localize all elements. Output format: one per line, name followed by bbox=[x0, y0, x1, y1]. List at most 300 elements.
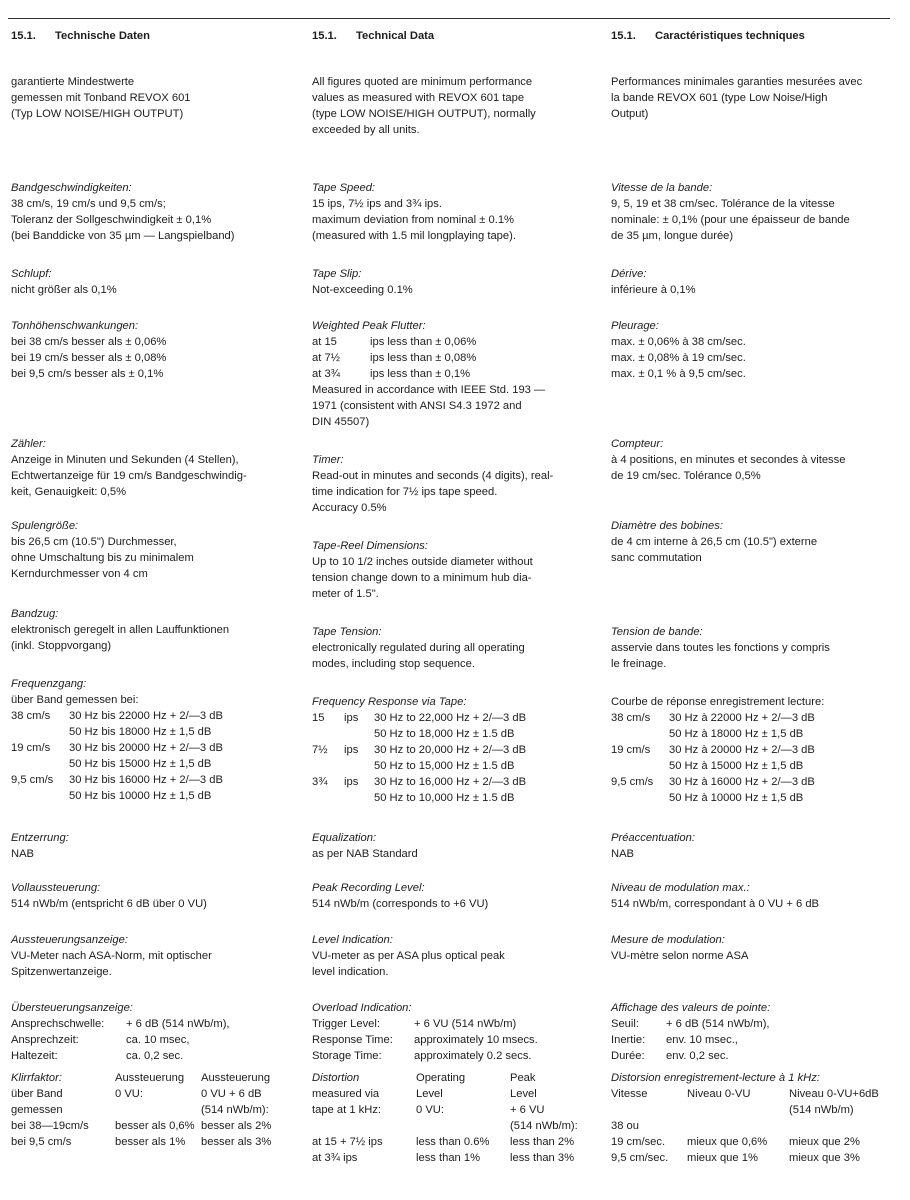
spec-line: bei 9,5 cm/s besser als ± 0,1% bbox=[11, 368, 164, 380]
table-row bbox=[11, 1048, 230, 1064]
table-row bbox=[611, 774, 815, 790]
spec-title: Aussteuerungsanzeige: bbox=[11, 934, 128, 946]
table-cell: 0 VU: bbox=[416, 1104, 444, 1116]
spec-title: Compteur: bbox=[611, 438, 664, 450]
spec-title: Bandzug: bbox=[11, 608, 59, 620]
table-cell bbox=[416, 1118, 510, 1134]
spec-line: Anzeige in Minuten und Sekunden (4 Stellen), bbox=[11, 454, 239, 466]
speed-cell bbox=[611, 758, 669, 774]
counter-spec bbox=[611, 436, 903, 484]
spec-line: elektronisch geregelt in allen Lauffunktionen bbox=[11, 624, 230, 636]
spec-line: maximum deviation from nominal ± 0.1% bbox=[312, 214, 514, 226]
spec-line: de 4 cm interne à 26,5 cm (10.5") externe bbox=[611, 536, 818, 548]
eq-spec bbox=[312, 830, 604, 862]
speed-cell bbox=[611, 726, 669, 742]
table-cell: Level bbox=[416, 1088, 443, 1100]
spec-line: 514 nWb/m (corresponds to +6 VU) bbox=[312, 898, 489, 910]
range-cell: 30 Hz bis 22000 Hz + 2/—3 dB bbox=[69, 710, 223, 722]
table-row bbox=[611, 1016, 770, 1032]
spec-title: Entzerrung: bbox=[11, 832, 69, 844]
table-row bbox=[312, 1150, 578, 1166]
table-cell: Inertie: bbox=[611, 1034, 646, 1046]
table-cell: Aussteuerung bbox=[201, 1072, 271, 1084]
table-row bbox=[312, 1102, 578, 1118]
speed-cell bbox=[312, 726, 344, 742]
spec-title: Zähler: bbox=[11, 438, 46, 450]
spec-line: 15 ips, 7½ ips and 3¾ ips. bbox=[312, 198, 442, 210]
spec-line: Read-out in minutes and seconds (4 digits), real- bbox=[312, 470, 554, 482]
table-row bbox=[312, 1086, 578, 1102]
table-cell bbox=[115, 1102, 201, 1118]
table-row bbox=[11, 772, 223, 788]
table-row bbox=[312, 790, 526, 806]
table-cell: (514 nWb/m) bbox=[789, 1104, 854, 1116]
table-cell bbox=[687, 1102, 789, 1118]
table-cell: at 3¾ ips bbox=[312, 1152, 358, 1164]
table-cell: besser als 2% bbox=[201, 1120, 272, 1132]
table-cell: + 6 dB (514 nWb/m), bbox=[126, 1018, 230, 1030]
table-row bbox=[312, 1134, 578, 1150]
table-cell bbox=[312, 1118, 416, 1134]
table-cell: at 15 + 7½ ips bbox=[312, 1136, 383, 1148]
table-cell: ips less than ± 0,08% bbox=[370, 352, 477, 364]
table-row bbox=[11, 1086, 271, 1102]
unit-cell: ips bbox=[344, 712, 359, 724]
table-row bbox=[312, 334, 476, 350]
flutter-table bbox=[312, 334, 476, 382]
spec-line: nominale: ± 0,1% (pour une épaisseur de bande bbox=[611, 214, 850, 226]
table-cell: Aussteuerung bbox=[115, 1072, 185, 1084]
table-cell: Niveau 0-VU+6dB bbox=[789, 1088, 879, 1100]
range-cell: 50 Hz bis 15000 Hz ± 1,5 dB bbox=[69, 758, 212, 770]
spec-title: Tape Tension: bbox=[312, 626, 382, 638]
table-cell: ca. 10 msec, bbox=[126, 1034, 190, 1046]
spec-line: electronically regulated during all operating bbox=[312, 642, 525, 654]
flutter-spec bbox=[312, 318, 604, 430]
tension-spec bbox=[312, 624, 604, 672]
table-cell bbox=[789, 1118, 879, 1134]
header-rule bbox=[8, 18, 890, 19]
table-row bbox=[611, 1150, 879, 1166]
speed-cell: 19 cm/s bbox=[11, 742, 51, 754]
range-cell: 30 Hz to 22,000 Hz + 2/—3 dB bbox=[374, 712, 527, 724]
section-title: Caractéristiques techniques bbox=[655, 30, 805, 42]
frequency-table bbox=[312, 710, 526, 806]
spec-line: ohne Umschaltung bis zu minimalem bbox=[11, 552, 194, 564]
table-cell: less than 1% bbox=[416, 1152, 481, 1164]
spec-line: max. ± 0,08% à 19 cm/sec. bbox=[611, 352, 746, 364]
frequency-response-spec bbox=[611, 694, 903, 806]
frequency-table bbox=[11, 708, 223, 804]
range-cell: 30 Hz à 16000 Hz + 2/—3 dB bbox=[669, 776, 815, 788]
slip-spec bbox=[611, 266, 903, 298]
spec-title: Vollaussteuerung: bbox=[11, 882, 101, 894]
range-cell: 50 Hz bis 18000 Hz ± 1,5 dB bbox=[69, 726, 212, 738]
speed-cell bbox=[11, 724, 69, 740]
table-row bbox=[312, 366, 476, 382]
table-row bbox=[312, 1118, 578, 1134]
table-cell: über Band bbox=[11, 1088, 63, 1100]
tension-spec bbox=[11, 606, 301, 654]
table-cell: 0 VU + 6 dB bbox=[201, 1088, 262, 1100]
table-cell: ips less than ± 0,06% bbox=[370, 336, 477, 348]
spec-line: Toleranz der Sollgeschwindigkeit ± 0,1% bbox=[11, 214, 212, 226]
level-ind-spec bbox=[312, 932, 604, 980]
spec-title: Affichage des valeurs de pointe: bbox=[611, 1002, 771, 1014]
table-cell: mieux que 3% bbox=[789, 1152, 860, 1164]
tape-speed-spec bbox=[312, 180, 604, 244]
table-cell: besser als 1% bbox=[115, 1136, 186, 1148]
table-row bbox=[11, 1102, 271, 1118]
spec-line: max. ± 0,06% à 38 cm/sec. bbox=[611, 336, 746, 348]
table-cell: Vitesse bbox=[611, 1088, 648, 1100]
table-cell: Ansprechschwelle: bbox=[11, 1018, 105, 1030]
table-cell: besser als 0,6% bbox=[115, 1120, 195, 1132]
section-heading bbox=[11, 28, 301, 44]
table-cell: at 7½ bbox=[312, 352, 340, 364]
intro-text bbox=[312, 74, 604, 138]
spec-line: (measured with 1.5 mil longplaying tape). bbox=[312, 230, 516, 242]
flutter-spec bbox=[11, 318, 301, 382]
table-cell: env. 10 msec., bbox=[666, 1034, 738, 1046]
table-cell: Durée: bbox=[611, 1050, 645, 1062]
table-row bbox=[312, 1070, 578, 1086]
table-row bbox=[11, 1070, 271, 1086]
table-row bbox=[11, 708, 223, 724]
counter-spec bbox=[312, 452, 604, 516]
table-row bbox=[11, 740, 223, 756]
table-cell: + 6 dB (514 nWb/m), bbox=[666, 1018, 770, 1030]
range-cell: 50 Hz à 10000 Hz ± 1,5 dB bbox=[669, 792, 804, 804]
unit-cell: ips bbox=[344, 744, 359, 756]
intro-line: values as measured with REVOX 601 tape bbox=[312, 92, 525, 104]
intro-line: exceeded by all units. bbox=[312, 124, 420, 136]
table-cell: Storage Time: bbox=[312, 1050, 382, 1062]
table-row bbox=[11, 1016, 230, 1032]
table-row bbox=[11, 1032, 230, 1048]
spec-line: bis 26,5 cm (10.5") Durchmesser, bbox=[11, 536, 177, 548]
spec-title: Overload Indication: bbox=[312, 1002, 412, 1014]
table-cell: Klirrfaktor: bbox=[11, 1072, 62, 1084]
table-cell: approximately 10 msecs. bbox=[414, 1034, 538, 1046]
range-cell: 50 Hz to 15,000 Hz ± 1.5 dB bbox=[374, 760, 515, 772]
table-cell: + 6 VU (514 nWb/m) bbox=[414, 1018, 517, 1030]
spec-title: Préaccentuation: bbox=[611, 832, 695, 844]
spec-title: Tonhöhenschwankungen: bbox=[11, 320, 139, 332]
table-cell: bei 9,5 cm/s bbox=[11, 1136, 72, 1148]
spec-line: de 19 cm/sec. Tolérance 0,5% bbox=[611, 470, 761, 482]
speed-cell: 15 bbox=[312, 712, 325, 724]
spec-title: Frequency Response via Tape: bbox=[312, 696, 467, 708]
distortion-spec bbox=[312, 1070, 604, 1166]
spec-line: DIN 45507) bbox=[312, 416, 370, 428]
intro-text bbox=[611, 74, 903, 122]
range-cell: 30 Hz to 20,000 Hz + 2/—3 dB bbox=[374, 744, 527, 756]
unit-cell: ips bbox=[344, 776, 359, 788]
table-row bbox=[312, 710, 526, 726]
table-cell: Distortion bbox=[312, 1072, 360, 1084]
table-cell: mieux que 1% bbox=[687, 1152, 758, 1164]
spec-title: Spulengröße: bbox=[11, 520, 79, 532]
speed-cell: 38 cm/s bbox=[11, 710, 51, 722]
section-title: Technische Daten bbox=[55, 30, 150, 42]
peak-level-spec bbox=[611, 880, 903, 912]
spec-line: 1971 (consistent with ANSI S4.3 1972 and bbox=[312, 400, 522, 412]
spec-title: Tape-Reel Dimensions: bbox=[312, 540, 428, 552]
spec-title: Tension de bande: bbox=[611, 626, 703, 638]
section-number: 15.1. bbox=[312, 30, 337, 42]
speed-cell bbox=[312, 758, 344, 774]
spec-line: VU-mètre selon norme ASA bbox=[611, 950, 749, 962]
table-cell: measured via bbox=[312, 1088, 380, 1100]
spec-line: nicht größer als 0,1% bbox=[11, 284, 117, 296]
intro-text bbox=[11, 74, 301, 122]
spec-line: meter of 1.5". bbox=[312, 588, 379, 600]
spec-title: Distorsion enregistrement-lecture à 1 kHz: bbox=[611, 1072, 820, 1084]
overload-table bbox=[312, 1016, 538, 1064]
speed-cell bbox=[611, 790, 669, 806]
frequency-response-spec bbox=[312, 694, 604, 806]
table-cell: (514 nWb/m): bbox=[201, 1104, 269, 1116]
table-row bbox=[11, 724, 223, 740]
spec-title: Schlupf: bbox=[11, 268, 52, 280]
spec-title: Equalization: bbox=[312, 832, 377, 844]
spec-line: de 35 µm, longue durée) bbox=[611, 230, 734, 242]
intro-line: All figures quoted are minimum performance bbox=[312, 76, 533, 88]
distortion-table bbox=[312, 1070, 578, 1166]
spec-subtitle: Courbe de réponse enregistrement lecture: bbox=[611, 696, 825, 708]
spec-title: Pleurage: bbox=[611, 320, 659, 332]
spec-title: Tape Slip: bbox=[312, 268, 362, 280]
spec-line: tension change down to a minimum hub dia- bbox=[312, 572, 532, 584]
table-cell: less than 3% bbox=[510, 1152, 575, 1164]
table-cell: ips less than ± 0,1% bbox=[370, 368, 471, 380]
table-row bbox=[611, 1032, 770, 1048]
range-cell: 50 Hz à 15000 Hz ± 1,5 dB bbox=[669, 760, 804, 772]
spec-line: (bei Banddicke von 35 µm — Langspielband) bbox=[11, 230, 235, 242]
intro-line: Performances minimales garanties mesurées avec bbox=[611, 76, 863, 88]
spec-line: à 4 positions, en minutes et secondes à vitesse bbox=[611, 454, 846, 466]
table-row bbox=[312, 1032, 538, 1048]
eq-spec bbox=[611, 830, 903, 862]
table-row bbox=[611, 1048, 770, 1064]
table-row bbox=[11, 1134, 271, 1150]
table-cell: mieux que 2% bbox=[789, 1136, 860, 1148]
table-row bbox=[312, 742, 526, 758]
speed-cell: 19 cm/s bbox=[611, 744, 651, 756]
table-cell: 38 ou bbox=[611, 1120, 639, 1132]
spec-title: Niveau de modulation max.: bbox=[611, 882, 750, 894]
distortion-spec bbox=[11, 1070, 301, 1150]
speed-cell bbox=[11, 788, 69, 804]
table-cell: 9,5 cm/sec. bbox=[611, 1152, 669, 1164]
spec-title: Bandgeschwindigkeiten: bbox=[11, 182, 132, 194]
spec-line: inférieure à 0,1% bbox=[611, 284, 696, 296]
spec-line: Kerndurchmesser von 4 cm bbox=[11, 568, 148, 580]
table-row bbox=[312, 1016, 538, 1032]
range-cell: 30 Hz bis 16000 Hz + 2/—3 dB bbox=[69, 774, 223, 786]
table-cell: Response Time: bbox=[312, 1034, 393, 1046]
range-cell: 30 Hz to 16,000 Hz + 2/—3 dB bbox=[374, 776, 527, 788]
table-cell: Operating bbox=[416, 1072, 466, 1084]
table-cell: (514 nWb/m): bbox=[510, 1120, 578, 1132]
table-row bbox=[611, 1134, 879, 1150]
spec-line: bei 38 cm/s besser als ± 0,06% bbox=[11, 336, 167, 348]
table-cell: Trigger Level: bbox=[312, 1018, 380, 1030]
overload-spec bbox=[611, 1000, 903, 1064]
section-number: 15.1. bbox=[11, 30, 36, 42]
spec-title: Tape Speed: bbox=[312, 182, 376, 194]
spec-line: sanc commutation bbox=[611, 552, 702, 564]
spec-line: Up to 10 1/2 inches outside diameter without bbox=[312, 556, 533, 568]
table-cell: 0 VU: bbox=[115, 1088, 143, 1100]
range-cell: 30 Hz à 22000 Hz + 2/—3 dB bbox=[669, 712, 815, 724]
table-row bbox=[11, 788, 223, 804]
spec-line: NAB bbox=[11, 848, 35, 860]
spec-title: Vitesse de la bande: bbox=[611, 182, 713, 194]
distortion-spec bbox=[611, 1070, 903, 1166]
reel-spec bbox=[611, 518, 903, 566]
table-cell: Seuil: bbox=[611, 1018, 639, 1030]
flutter-spec bbox=[611, 318, 903, 382]
spec-line: (inkl. Stoppvorgang) bbox=[11, 640, 112, 652]
table-cell: Level bbox=[510, 1088, 537, 1100]
intro-line: la bande REVOX 601 (type Low Noise/High bbox=[611, 92, 828, 104]
speed-cell: 38 cm/s bbox=[611, 712, 651, 724]
slip-spec bbox=[11, 266, 301, 298]
unit-cell bbox=[344, 790, 374, 806]
level-ind-spec bbox=[11, 932, 301, 980]
peak-level-spec bbox=[312, 880, 604, 912]
frequency-response-spec bbox=[11, 676, 301, 804]
intro-line: Output) bbox=[611, 108, 649, 120]
spec-line: max. ± 0,1 % à 9,5 cm/sec. bbox=[611, 368, 746, 380]
overload-table bbox=[611, 1016, 770, 1064]
overload-spec bbox=[11, 1000, 301, 1064]
spec-line: as per NAB Standard bbox=[312, 848, 418, 860]
table-row bbox=[611, 726, 815, 742]
spec-line: Echtwertanzeige für 19 cm/s Bandgeschwindig- bbox=[11, 470, 247, 482]
range-cell: 50 Hz to 18,000 Hz ± 1.5 dB bbox=[374, 728, 515, 740]
spec-line: VU-Meter nach ASA-Norm, mit optischer bbox=[11, 950, 212, 962]
spec-title: Frequenzgang: bbox=[11, 678, 87, 690]
table-cell: Peak bbox=[510, 1072, 536, 1084]
spec-line: level indication. bbox=[312, 966, 389, 978]
spec-title: Peak Recording Level: bbox=[312, 882, 425, 894]
spec-line: NAB bbox=[611, 848, 635, 860]
spec-line: Measured in accordance with IEEE Std. 193 — bbox=[312, 384, 546, 396]
reel-spec bbox=[312, 538, 604, 602]
reel-spec bbox=[11, 518, 301, 582]
spec-subtitle: über Band gemessen bei: bbox=[11, 694, 139, 706]
spec-line: 9, 5, 19 et 38 cm/sec. Tolérance de la vitesse bbox=[611, 198, 835, 210]
table-cell: gemessen bbox=[11, 1104, 63, 1116]
table-cell: tape at 1 kHz: bbox=[312, 1104, 382, 1116]
table-row bbox=[312, 350, 476, 366]
spec-title: Übersteuerungsanzeige: bbox=[11, 1002, 133, 1014]
spec-line: bei 19 cm/s besser als ± 0,08% bbox=[11, 352, 167, 364]
table-row bbox=[611, 1086, 879, 1102]
intro-line: (Typ LOW NOISE/HIGH OUTPUT) bbox=[11, 108, 184, 120]
table-cell bbox=[611, 1102, 687, 1118]
table-cell: Haltezeit: bbox=[11, 1050, 58, 1062]
range-cell: 30 Hz bis 20000 Hz + 2/—3 dB bbox=[69, 742, 223, 754]
speed-cell bbox=[11, 756, 69, 772]
table-cell bbox=[687, 1118, 789, 1134]
table-cell: bei 38—19cm/s bbox=[11, 1120, 89, 1132]
table-cell: env. 0,2 sec. bbox=[666, 1050, 729, 1062]
overload-spec bbox=[312, 1000, 604, 1064]
spec-line: modes, including stop sequence. bbox=[312, 658, 475, 670]
speed-cell: 7½ bbox=[312, 744, 328, 756]
spec-title: Timer: bbox=[312, 454, 344, 466]
counter-spec bbox=[11, 436, 301, 500]
range-cell: 50 Hz bis 10000 Hz ± 1,5 dB bbox=[69, 790, 212, 802]
spec-line: Accuracy 0.5% bbox=[312, 502, 387, 514]
spec-line: 38 cm/s, 19 cm/s und 9,5 cm/s; bbox=[11, 198, 166, 210]
table-row bbox=[11, 756, 223, 772]
table-row bbox=[611, 1118, 879, 1134]
frequency-table bbox=[611, 710, 815, 806]
speed-cell: 9,5 cm/s bbox=[611, 776, 654, 788]
speed-cell: 3¾ bbox=[312, 776, 328, 788]
table-row bbox=[611, 1102, 879, 1118]
distortion-table bbox=[11, 1070, 271, 1150]
speed-cell: 9,5 cm/s bbox=[11, 774, 54, 786]
eq-spec bbox=[11, 830, 301, 862]
section-title: Technical Data bbox=[356, 30, 435, 42]
spec-line: 514 nWb/m, correspondant à 0 VU + 6 dB bbox=[611, 898, 820, 910]
table-row bbox=[312, 1048, 538, 1064]
spec-line: le freinage. bbox=[611, 658, 667, 670]
range-cell: 50 Hz à 18000 Hz ± 1,5 dB bbox=[669, 728, 804, 740]
table-cell: approximately 0.2 secs. bbox=[414, 1050, 532, 1062]
table-cell: at 3¾ bbox=[312, 368, 340, 380]
slip-spec bbox=[312, 266, 604, 298]
tape-speed-spec bbox=[11, 180, 301, 244]
speed-cell bbox=[312, 790, 344, 806]
intro-line: garantierte Mindestwerte bbox=[11, 76, 135, 88]
tape-speed-spec bbox=[611, 180, 903, 244]
peak-level-spec bbox=[11, 880, 301, 912]
unit-cell bbox=[344, 726, 374, 742]
tension-spec bbox=[611, 624, 903, 672]
spec-line: keit, Genauigkeit: 0,5% bbox=[11, 486, 127, 498]
section-number: 15.1. bbox=[611, 30, 636, 42]
spec-line: VU-meter as per ASA plus optical peak bbox=[312, 950, 505, 962]
table-cell: + 6 VU bbox=[510, 1104, 545, 1116]
spec-title: Dérive: bbox=[611, 268, 647, 280]
level-ind-spec bbox=[611, 932, 903, 964]
table-cell: less than 2% bbox=[510, 1136, 575, 1148]
spec-line: 514 nWb/m (entspricht 6 dB über 0 VU) bbox=[11, 898, 207, 910]
table-row bbox=[611, 710, 815, 726]
table-row bbox=[611, 758, 815, 774]
section-heading bbox=[312, 28, 604, 44]
spec-title: Weighted Peak Flutter: bbox=[312, 320, 426, 332]
table-cell: Niveau 0-VU bbox=[687, 1088, 751, 1100]
unit-cell bbox=[344, 758, 374, 774]
overload-table bbox=[11, 1016, 230, 1064]
range-cell: 30 Hz à 20000 Hz + 2/—3 dB bbox=[669, 744, 815, 756]
table-cell: Ansprechzeit: bbox=[11, 1034, 79, 1046]
spec-line: Not-exceeding 0.1% bbox=[312, 284, 413, 296]
table-row bbox=[11, 1118, 271, 1134]
table-cell: ca. 0,2 sec. bbox=[126, 1050, 184, 1062]
range-cell: 50 Hz to 10,000 Hz ± 1.5 dB bbox=[374, 792, 515, 804]
distortion-table bbox=[611, 1086, 879, 1166]
table-cell: at 15 bbox=[312, 336, 337, 348]
